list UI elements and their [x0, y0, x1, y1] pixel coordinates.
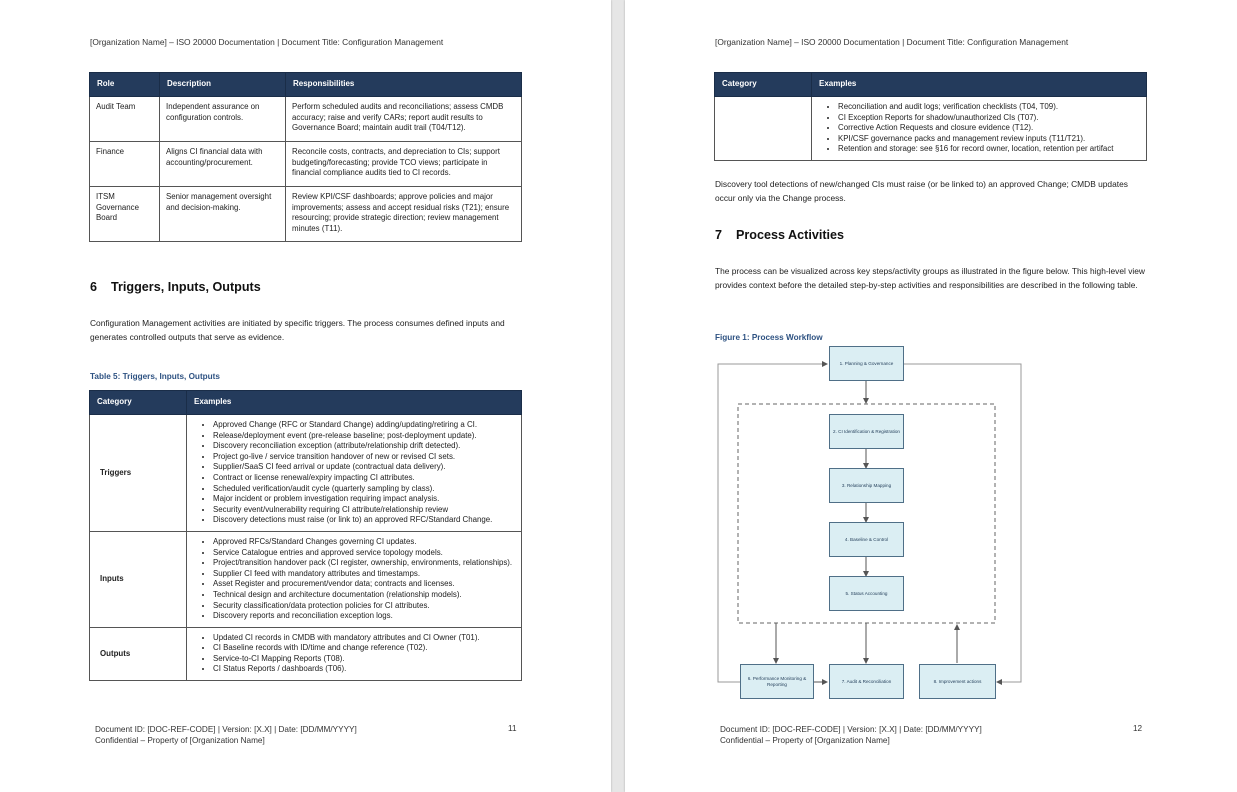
category-cell — [715, 97, 812, 161]
list-item: • Service Catalogue entries and approved service topology models. — [213, 548, 515, 559]
description-cell: Senior management oversight and decision-making. — [160, 187, 286, 242]
workflow-step-performance-monitoring: 6. Performance Monitoring & Reporting — [740, 664, 814, 699]
list-item: • Project go-live / service transition handover of new or revised CI sets. — [213, 452, 515, 463]
list-item: • Release/deployment event (pre-release baseline; post-deployment update). — [213, 431, 515, 442]
responsibilities-cell: Reconcile costs, contracts, and depreciation to CIs; support budgeting/forecasting; provide TCO views; participate in financial compliance audits tied to CI records. — [286, 142, 522, 187]
inputs-list — [193, 537, 515, 622]
workflow-step-status-accounting: 5. Status Accounting — [829, 576, 904, 611]
list-item: • Discovery reconciliation exception (attribute/relationship drift detected). — [213, 441, 515, 452]
outputs-list — [193, 633, 515, 675]
list-item: • Supplier/SaaS CI feed arrival or update (contractual data delivery). — [213, 462, 515, 473]
discovery-note: Discovery tool detections of new/changed CIs must raise (or be linked to) an approved Change; CMDB updates occur only via the Change process. — [715, 179, 1128, 203]
section-number: 7 — [715, 228, 723, 242]
list-item: • Corrective Action Requests and closure evidence (T12). — [838, 123, 1140, 134]
table-row-triggers — [90, 415, 522, 532]
category-cell: Inputs — [90, 531, 187, 627]
workflow-step-planning: 1. Planning & Governance — [829, 346, 904, 381]
list-item: • Contract or license renewal/expiry impacting CI attributes. — [213, 473, 515, 484]
category-cell: Triggers — [90, 415, 187, 532]
responsibilities-cell: Review KPI/CSF dashboards; approve policies and major improvements; assess and accept residual risks (T21); ensure resourcing; provide strategic direction; review management minutes (T11). — [286, 187, 522, 242]
workflow-step-ci-identification: 2. CI Identification & Registration — [829, 414, 904, 449]
list-item: • Service-to-CI Mapping Reports (T08). — [213, 654, 515, 665]
examples-cell — [187, 415, 522, 532]
list-item: • CI Status Reports / dashboards (T06). — [213, 664, 515, 675]
column-header: Category — [715, 73, 812, 97]
category-cell: Outputs — [90, 627, 187, 680]
section-title: Process Activities — [736, 228, 845, 242]
column-header: Examples — [812, 73, 1147, 97]
examples-cell — [187, 531, 522, 627]
table-header-row — [715, 73, 1147, 97]
section-heading-6 — [90, 280, 261, 294]
list-item: • Security classification/data protection policies for CI attributes. — [213, 601, 515, 612]
column-header: Responsibilities — [286, 73, 522, 97]
list-item: • CI Baseline records with ID/time and change reference (T02). — [213, 643, 515, 654]
list-item: • Asset Register and procurement/vendor data; contracts and licenses. — [213, 579, 515, 590]
examples-cell — [812, 97, 1147, 161]
triggers-inputs-outputs-table — [89, 390, 522, 681]
page-footer — [720, 724, 982, 746]
process-workflow-diagram — [710, 345, 1030, 705]
footer-line-confidential: Confidential – Property of [Organization Name] — [720, 736, 890, 745]
list-item: • Approved RFCs/Standard Changes governing CI updates. — [213, 537, 515, 548]
page-header: [Organization Name] – ISO 20000 Documentation | Document Title: Configuration Management — [715, 37, 1069, 47]
list-item: • Discovery detections must raise (or link to) an approved RFC/Standard Change. — [213, 515, 515, 526]
footer-line-doc-id: Document ID: [DOC-REF-CODE] | Version: [X.X] | Date: [DD/MM/YYYY] — [95, 725, 357, 734]
description-cell: Aligns CI financial data with accounting/procurement. — [160, 142, 286, 187]
triggers-inputs-outputs-table-continued — [714, 72, 1147, 161]
role-cell: ITSM Governance Board — [90, 187, 160, 242]
column-header: Description — [160, 73, 286, 97]
list-item: • Scheduled verification/audit cycle (quarterly sampling by class). — [213, 484, 515, 495]
footer-line-confidential: Confidential – Property of [Organization Name] — [95, 736, 265, 745]
list-item: • Discovery reports and reconciliation exception logs. — [213, 611, 515, 622]
triggers-list — [193, 420, 515, 526]
workflow-step-audit-reconciliation: 7. Audit & Reconciliation — [829, 664, 904, 699]
role-cell: Finance — [90, 142, 160, 187]
section-title: Triggers, Inputs, Outputs — [111, 280, 261, 294]
table-caption: Table 5: Triggers, Inputs, Outputs — [90, 372, 220, 381]
list-item: • Project/transition handover pack (CI register, ownership, environments, relationships). — [213, 558, 515, 569]
page-number: 11 — [508, 724, 517, 733]
list-item: • CI Exception Reports for shadow/unauthorized CIs (T07). — [838, 113, 1140, 124]
page-number: 12 — [1133, 724, 1143, 733]
list-item: • Technical design and architecture documentation (relationship models). — [213, 590, 515, 601]
section-intro: Configuration Management activities are initiated by specific triggers. The process consumes defined inputs and generates controlled outputs that serve as evidence. — [90, 318, 505, 342]
outputs-list-continued — [818, 102, 1140, 155]
table-row — [90, 187, 522, 242]
footer-line-doc-id: Document ID: [DOC-REF-CODE] | Version: [X.X] | Date: [DD/MM/YYYY] — [720, 725, 982, 734]
workflow-step-baseline-control: 4. Baseline & Control — [829, 522, 904, 557]
list-item: • Retention and storage: see §16 for record owner, location, retention per artifact — [838, 144, 1140, 155]
list-item: • Security event/vulnerability requiring CI attribute/relationship review — [213, 505, 515, 516]
column-header: Examples — [187, 391, 522, 415]
table-row — [715, 97, 1147, 161]
role-cell: Audit Team — [90, 97, 160, 142]
page-footer — [95, 724, 357, 746]
column-header: Category — [90, 391, 187, 415]
responsibilities-cell: Perform scheduled audits and reconciliations; assess CMDB accuracy; raise and verify CARs; report audit results to Governance Board; maintain audit trail (T04/T12). — [286, 97, 522, 142]
list-item: • Supplier CI feed with mandatory attributes and timestamps. — [213, 569, 515, 580]
list-item: • Major incident or problem investigation requiring impact analysis. — [213, 494, 515, 505]
table-row-inputs — [90, 531, 522, 627]
roles-table — [89, 72, 522, 242]
table-row-outputs — [90, 627, 522, 680]
table-row — [90, 97, 522, 142]
examples-cell — [187, 627, 522, 680]
list-item: • Reconciliation and audit logs; verification checklists (T04, T09). — [838, 102, 1140, 113]
list-item: • Approved Change (RFC or Standard Change) adding/updating/retiring a CI. — [213, 420, 515, 431]
section-number: 6 — [90, 280, 98, 294]
document-page-11 — [0, 0, 611, 792]
workflow-step-improvement-actions: 8. Improvement actions — [919, 664, 996, 699]
section-intro: The process can be visualized across key steps/activity groups as illustrated in the figure below. This high-level view provides context before the detailed step-by-step activities and responsibilities are described in the following table. — [715, 266, 1145, 290]
table-row — [90, 142, 522, 187]
table-header-row — [90, 73, 522, 97]
workflow-step-relationship-mapping: 3. Relationship Mapping — [829, 468, 904, 503]
list-item: • Updated CI records in CMDB with mandatory attributes and CI Owner (T01). — [213, 633, 515, 644]
feedback-loop — [904, 364, 1021, 682]
description-cell: Independent assurance on configuration controls. — [160, 97, 286, 142]
feedback-loop — [718, 364, 827, 682]
section-heading-7 — [715, 228, 844, 242]
table-header-row — [90, 391, 522, 415]
list-item: • KPI/CSF governance packs and management review inputs (T11/T21). — [838, 134, 1140, 145]
column-header: Role — [90, 73, 160, 97]
figure-caption: Figure 1: Process Workflow — [715, 333, 823, 342]
page-header: [Organization Name] – ISO 20000 Documentation | Document Title: Configuration Management — [90, 37, 444, 47]
